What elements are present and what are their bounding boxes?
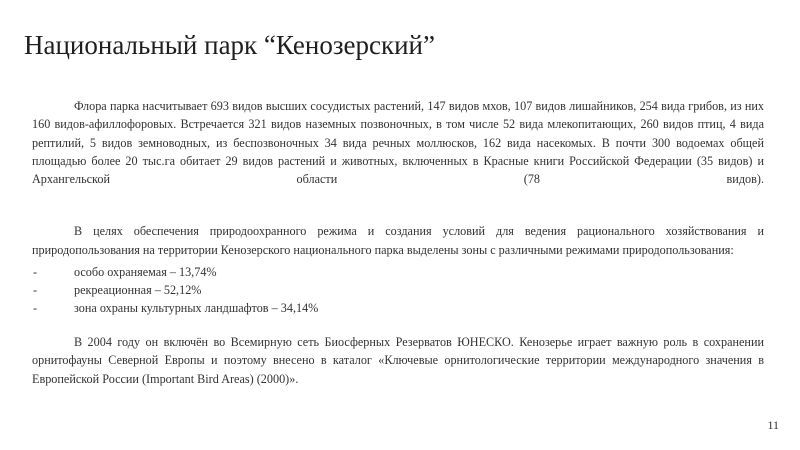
zoning-paragraph: В целях обеспечения природоохранного режима и создания условий для ведения рационального хозяйствования и природопользования на территории Кенозерского национального парка выделены зоны с различными режимами природопользования: bbox=[32, 224, 764, 257]
flora-fauna-paragraph: Флора парка насчитывает 693 видов высших сосудистых растений, 147 видов мхов, 107 видов лишайников, 254 вида грибов, из них 160 видов-афиллофоровых. Встречается 321 видов наземных позвоночных, в том числе 52 вида млекопитающих, 260 видов птиц, 4 вида рептилий, 5 видов земноводных, из беспозвоночных 34 вида речных моллюсков, 162 вида насекомых. В почти 300 водоемах общей площадью более 20 тыс.га обитает 29 видов растений и животных, включенных в Красные книги Российской Федерации (35 видов) и Архангельской области (78 видов). bbox=[32, 99, 764, 187]
list-item bbox=[32, 299, 764, 317]
slide-body bbox=[32, 97, 764, 388]
bullet-dash: - bbox=[33, 265, 38, 280]
unesco-paragraph: В 2004 году он включён во Всемирную сеть Биосферных Резерватов ЮНЕСКО. Кенозерье играет важную роль в сохранении орнитофауны Северной Европы и поэтому внесено в каталог «Ключевые орнитологические территории международного значения в Европейской России (Important Bird Areas) (2000)». bbox=[32, 335, 764, 386]
zone-text: особо охраняемая – 13,74% bbox=[74, 265, 217, 280]
zone-text: рекреационная – 52,12% bbox=[74, 283, 202, 298]
page-number: 11 bbox=[767, 418, 779, 432]
slide-title: Национальный парк “Кенозерский” bbox=[24, 30, 435, 60]
list-item bbox=[32, 281, 764, 299]
bullet-dash: - bbox=[33, 283, 38, 298]
zones-list bbox=[32, 263, 764, 317]
list-item bbox=[32, 263, 764, 281]
bullet-dash: - bbox=[33, 301, 38, 316]
zone-text: зона охраны культурных ландшафтов – 34,14% bbox=[74, 301, 319, 316]
